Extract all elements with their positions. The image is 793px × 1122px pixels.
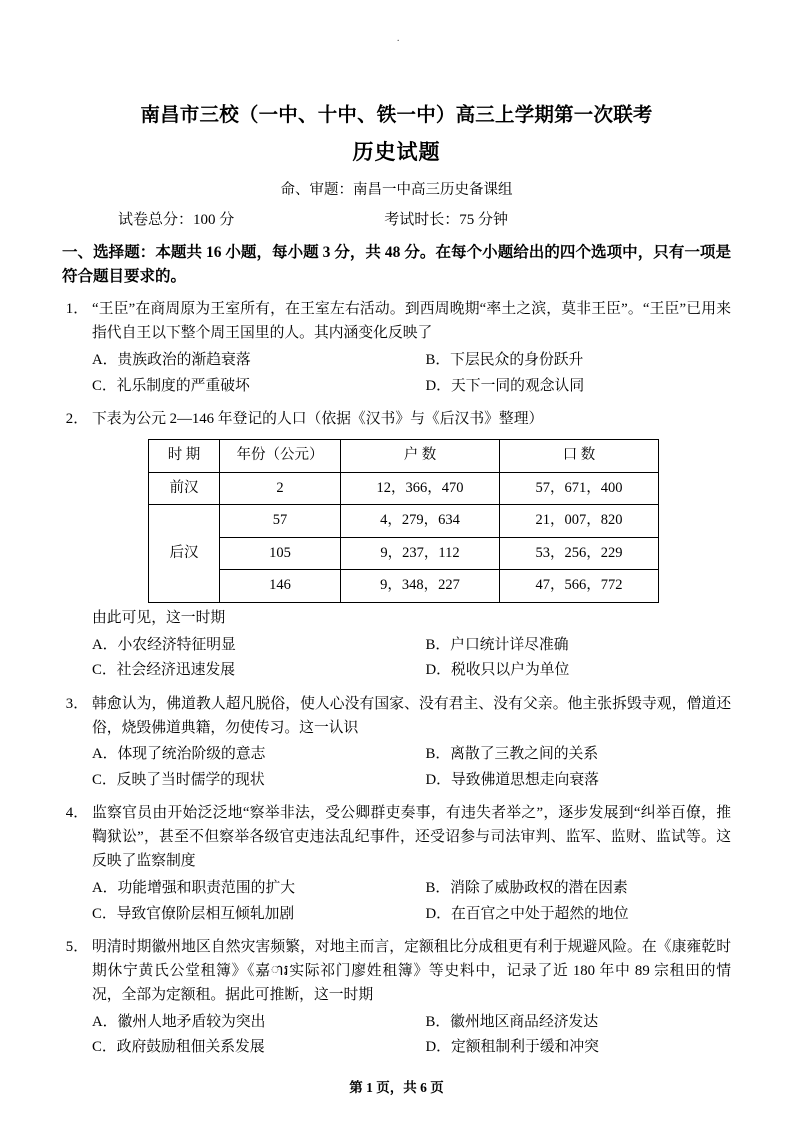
cell-households: 12，366，470: [341, 472, 500, 504]
question-text: 下表为公元 2—146 年登记的人口（依据《汉书》与《后汉书》整理）: [92, 411, 544, 428]
question-5: [62, 936, 731, 1061]
exam-meta: [62, 208, 731, 229]
cell-period: 前汉: [149, 472, 220, 504]
cell-households: 9，348，227: [341, 570, 500, 602]
question-text: 韩愈认为，佛道教人超凡脱俗，使人心没有国家、没有君主、没有父亲。他主张拆毁寺观，僧道还俗，烧毁佛道典籍，勿使传习。这一认识: [92, 695, 731, 736]
cell-population: 47，566，772: [500, 570, 659, 602]
option-b[interactable]: B．户口统计详尽准确: [425, 636, 569, 653]
total-score: 试卷总分：100 分: [118, 212, 235, 229]
exam-duration: 考试时长：75 分钟: [384, 212, 509, 229]
option-b[interactable]: B．徽州地区商品经济发达: [425, 1014, 599, 1031]
option-b[interactable]: B．消除了威胁政权的潜在因素: [425, 880, 628, 897]
cell-households: 4，279，634: [341, 505, 500, 537]
question-number: 2．: [65, 411, 88, 428]
option-b[interactable]: B．下层民众的身份跃升: [425, 352, 584, 369]
cell-year: 105: [220, 537, 341, 569]
section-heading: 一、选择题：本题共 16 小题，每小题 3 分，共 48 分。在每个小题给出的四个选项中，只有一项是符合题目要求的。: [62, 244, 731, 286]
cell-year: 57: [220, 505, 341, 537]
question-3: [62, 693, 731, 794]
option-b[interactable]: B．离散了三教之间的关系: [425, 746, 599, 763]
option-d[interactable]: D．税收只以户为单位: [425, 662, 570, 679]
table-header-row: [149, 440, 659, 472]
cell-population: 21，007，820: [500, 505, 659, 537]
cell-year: 146: [220, 570, 341, 602]
option-c[interactable]: C．反映了当时儒学的现状: [92, 771, 265, 788]
option-a[interactable]: A．体现了统治阶级的意志: [92, 746, 266, 763]
question-options: [62, 876, 731, 927]
question-number: 3．: [65, 695, 88, 712]
column-header-population: 口 数: [500, 440, 659, 472]
cell-period: 后汉: [149, 505, 220, 602]
page-footer: 第 1 页，共 6 页: [349, 1080, 444, 1095]
question-text: 明清时期徽州地区自然灾害频繁，对地主而言，定额租比分成租更有利于规避风险。在《康雍乾时期休宁黄氏公堂租簿》《嘉ារ实际祁门廖姓租簿》等史料中，记录了近 180 年中 89 宗租田的情况，全部为定额租。据此可推断，这一时期: [92, 939, 731, 1004]
option-a[interactable]: A．功能增强和职责范围的扩大: [92, 880, 296, 897]
option-c[interactable]: C．政府鼓励租佃关系发展: [92, 1039, 265, 1056]
question-options: [62, 1010, 731, 1061]
cell-households: 9，237，112: [341, 537, 500, 569]
question-number: 5．: [65, 939, 88, 956]
option-d[interactable]: D．在百官之中处于超然的地位: [425, 905, 629, 922]
question-tail: 由此可见，这一时期: [92, 609, 226, 626]
page-subtitle: 历史试题: [352, 140, 441, 165]
cell-year: 2: [220, 472, 341, 504]
table-row: [149, 505, 659, 537]
question-number: 4．: [65, 805, 88, 822]
cell-population: 57，671，400: [500, 472, 659, 504]
question-options: [62, 633, 731, 684]
option-a[interactable]: A．贵族政治的渐趋衰落: [92, 352, 251, 369]
page-title: 南昌市三校（一中、十中、铁一中）高三上学期第一次联考: [140, 105, 653, 126]
question-2: [62, 408, 731, 683]
option-d[interactable]: D．天下一同的观念认同: [425, 377, 585, 394]
cell-population: 53，256，229: [500, 537, 659, 569]
question-text: 监察官员由开始泛泛地“察举非法，受公卿群吏奏事，有违失者举之”，逐步发展到“纠举百僚，推鞫狱讼”，甚至不但察举各级官吏违法乱纪事件，还受诏参与司法审判、监军、监财、监试等。这反映了监察制度: [92, 805, 731, 870]
table-row: [149, 472, 659, 504]
option-d[interactable]: D．定额租制利于缓和冲突: [425, 1039, 599, 1056]
page-top-marker: ·: [396, 36, 400, 47]
option-c[interactable]: C．礼乐制度的严重破坏: [92, 377, 250, 394]
question-options: [62, 348, 731, 399]
question-options: [62, 742, 731, 793]
table-row: [149, 570, 659, 602]
question-4: [62, 802, 731, 927]
question-number: 1．: [65, 301, 88, 318]
option-c[interactable]: C．导致官僚阶层相互倾轧加剧: [92, 905, 295, 922]
column-header-year: 年份（公元）: [220, 440, 341, 472]
option-c[interactable]: C．社会经济迅速发展: [92, 662, 236, 679]
column-header-period: 时 期: [149, 440, 220, 472]
question-1: [62, 298, 731, 399]
option-a[interactable]: A．小农经济特征明显: [92, 636, 236, 653]
authors-line: 命、审题：南昌一中高三历史备课组: [280, 182, 513, 199]
population-table: [148, 439, 659, 602]
table-row: [149, 537, 659, 569]
column-header-households: 户 数: [341, 440, 500, 472]
option-a[interactable]: A．徽州人地矛盾较为突出: [92, 1014, 266, 1031]
option-d[interactable]: D．导致佛道思想走向衰落: [425, 771, 599, 788]
question-text: “王臣”在商周原为王室所有，在王室左右活动。到西周晚期“率土之滨，莫非王臣”。“王臣”已用来指代自王以下整个周王国里的人。其内涵变化反映了: [92, 301, 731, 342]
